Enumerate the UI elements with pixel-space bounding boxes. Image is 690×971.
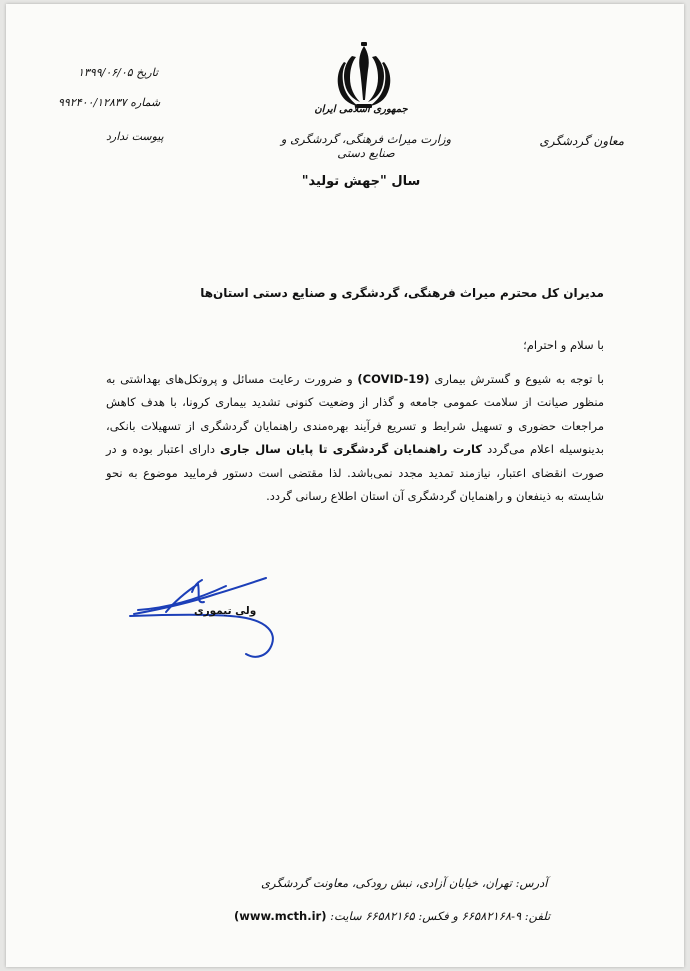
- ministry-name: وزارت میراث فرهنگی، گردشگری و صنایع دستی: [280, 132, 452, 160]
- footer-contact: [234, 909, 550, 923]
- year-slogan: سال "جهش تولید": [301, 174, 421, 189]
- number-value: ۹۹۲۴۰۰/۱۲۸۳۷: [58, 96, 127, 109]
- date-field: [78, 66, 158, 79]
- body-part-3: دارای اعتبار بوده و در صورت انقضای اعتبار، نیازمند تمدید مجدد نمی‌باشد. لذا مقتضی است دستور فرمایید موضوع به نحو شایسته به ذینفعان و راهنمایان گردشگری آن استان اطلاع رسانی گردد.: [106, 442, 604, 504]
- number-field: [58, 96, 160, 109]
- date-value: ۱۳۹۹/۰۶/۰۵: [78, 66, 133, 79]
- letter-page: [6, 4, 684, 967]
- footer-phone: تلفن: ۹-۶۶۵۸۲۱۶۸ و فکس: ۶۶۵۸۲۱۶۵ سایت:: [330, 909, 551, 923]
- attachment-field: [106, 130, 164, 143]
- signature-mark: [126, 574, 286, 664]
- attachment-label: پیوست: [131, 130, 164, 143]
- letter-body: [106, 368, 604, 508]
- number-label: شماره: [130, 96, 161, 109]
- iran-emblem-icon: [332, 42, 396, 112]
- salutation: با سلام و احترام؛: [523, 338, 604, 352]
- date-label: تاریخ: [136, 66, 159, 79]
- attachment-value: ندارد: [106, 130, 129, 143]
- website-link[interactable]: (www.mcth.ir): [234, 909, 327, 923]
- body-part-2: و ضرورت رعایت مسائل و پروتکل‌های بهداشتی به منظور صیانت از سلامت عمومی جامعه و گذار از وضعیت کنونی تشدید بیماری کرونا، با هدف کاهش مراجعات حضوری و تسهیل شرایط و تسریع فرآیند بهره‌مندی راهنمایان گردشگری از تسهیلات بانکی، بدینوسیله اعلام می‌گردد: [106, 372, 604, 457]
- republic-name: جمهوری اسلامی ایران: [314, 104, 408, 115]
- deputy-title: معاون گردشگری: [539, 134, 624, 148]
- body-part-1: با توجه به شیوع و گسترش بیماری: [434, 372, 604, 386]
- addressee: مدیران کل محترم میراث فرهنگی، گردشگری و صنایع دستی استان‌ها: [200, 286, 604, 300]
- signer-name: ولی تیموری: [194, 605, 257, 617]
- covid-term: (COVID-19): [357, 372, 430, 386]
- card-validity-phrase: کارت راهنمایان گردشگری تا پایان سال جاری: [220, 442, 482, 457]
- footer-address: آدرس: تهران، خیابان آزادی، نبش رودکی، معاونت گردشگری: [261, 876, 548, 890]
